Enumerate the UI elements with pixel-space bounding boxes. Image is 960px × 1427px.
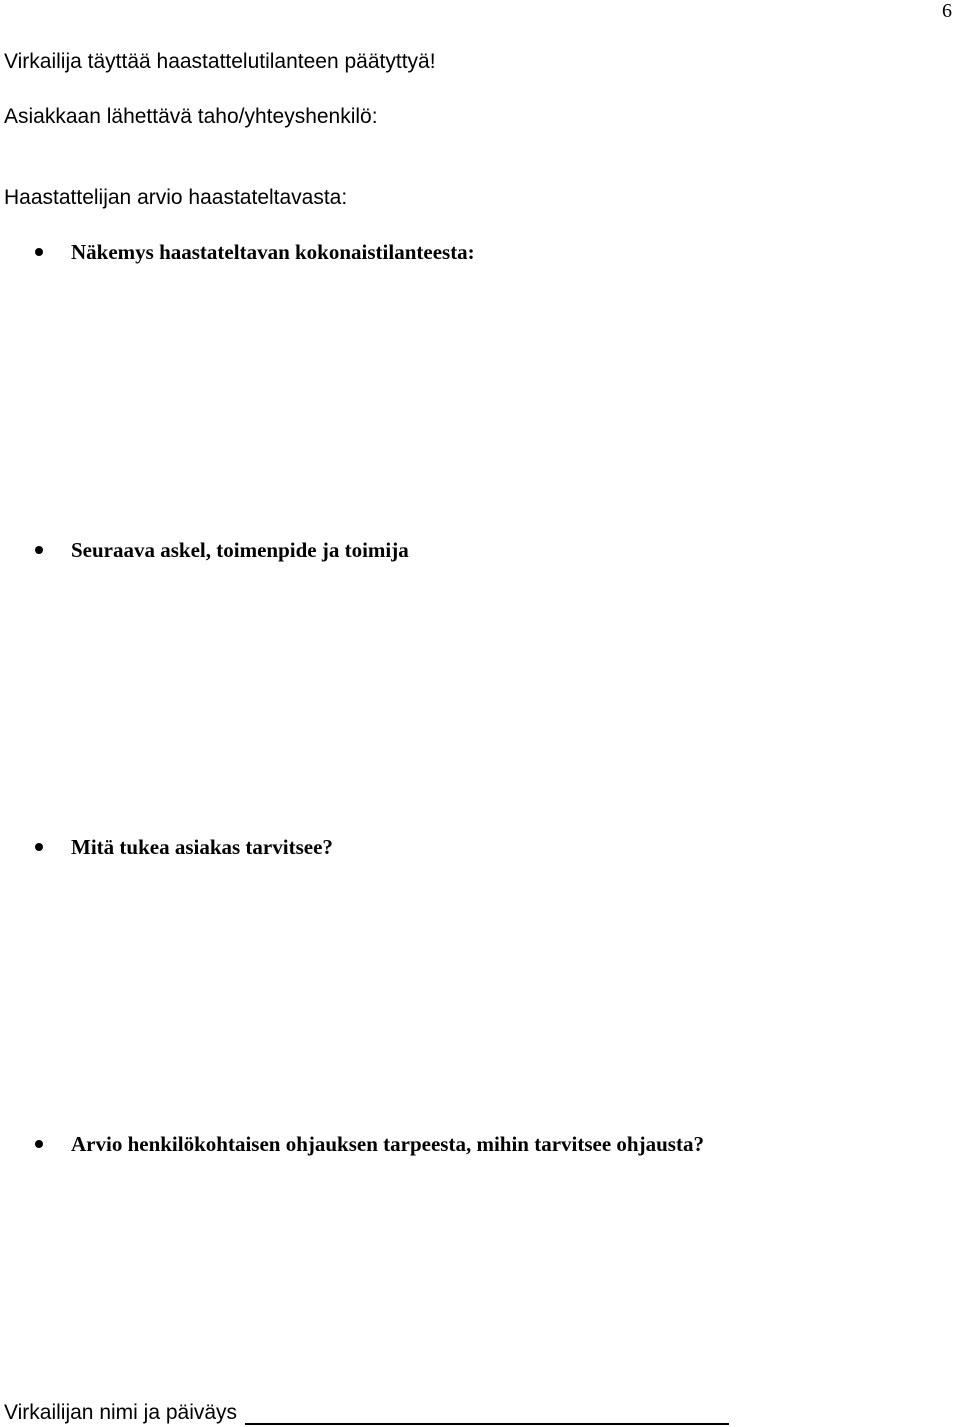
referrer-label: Asiakkaan lähettävä taho/yhteyshenkilö: [4,105,378,128]
bullet-icon [35,1140,43,1148]
assessment-item-label: Seuraava askel, toimenpide ja toimija [71,538,409,562]
bullet-icon [35,546,43,554]
assessment-item-label: Näkemys haastateltavan kokonaistilanteesta: [71,240,475,264]
instruction-line: Virkailija täyttää haastattelutilanteen päätyttyä! [4,50,436,73]
bullet-icon [35,248,43,256]
page-number: 6 [942,0,952,22]
signature-line[interactable] [245,1405,729,1425]
signature-row [4,1401,729,1425]
interviewer-assessment-label: Haastattelijan arvio haastateltavasta: [4,186,348,209]
signature-label: Virkailijan nimi ja päiväys [4,1401,238,1424]
assessment-item-label: Arvio henkilökohtaisen ohjauksen tarpeesta, mihin tarvitsee ohjausta? [71,1132,704,1156]
bullet-icon [35,843,43,851]
assessment-item-label: Mitä tukea asiakas tarvitsee? [71,835,333,859]
